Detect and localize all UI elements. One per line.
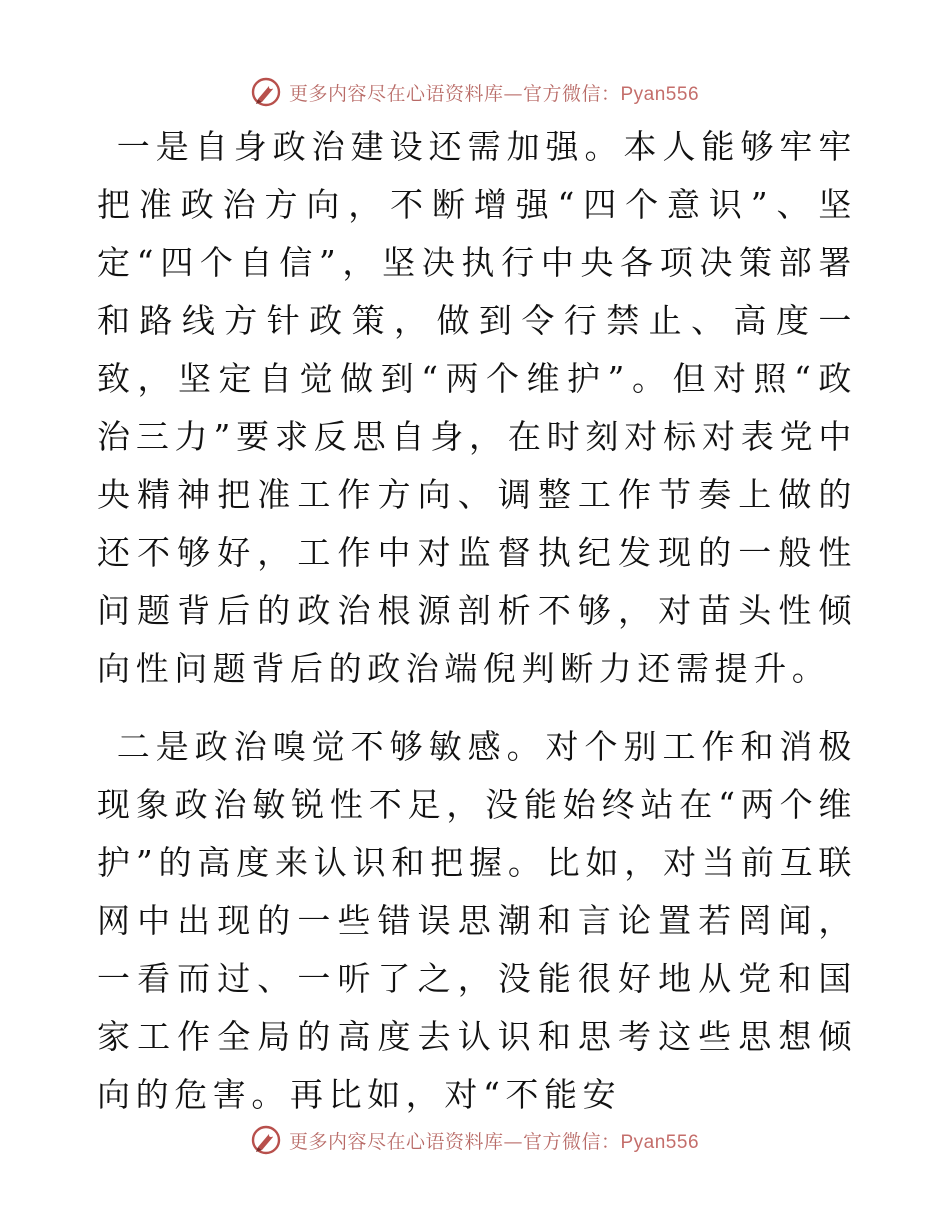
pen-logo-icon (251, 77, 281, 107)
paragraph-political-construction: 一是自身政治建设还需加强。本人能够牢牢把准政治方向，不断增强“四个意识”、坚定“四个自信”，坚决执行中央各项决策部署和路线方针政策，做到令行禁止、高度一致，坚定自觉做到“两个维护”。但对照“政治三力”要求反思自身，在时刻对标对表党中央精神把准工作方向、调整工作节奏上做的还不够好，工作中对监督执纪发现的一般性问题背后的政治根源剖析不够，对苗头性倾向性问题背后的政治端倪判断力还需提升。 (97, 127, 857, 688)
watermark-separator: — (503, 1130, 523, 1153)
paragraph-political-sensitivity: 二是政治嗅觉不够敏感。对个别工作和消极现象政治敏锐性不足，没能始终站在“两个维护”的高度来认识和把握。比如，对当前互联网中出现的一些错误思潮和言论置若罔闻，一看而过、一听了之，没能很好地从党和国家工作全局的高度去认识和思考这些思想倾向的危害。再比如，对“不能安 (97, 727, 857, 1114)
watermark-contact-id: Pyan556 (620, 1131, 700, 1153)
header-watermark (0, 70, 950, 114)
footer-watermark (0, 1118, 950, 1162)
watermark-contact-id: Pyan556 (620, 83, 700, 105)
watermark-main-text: 更多内容尽在心语资料库 (288, 82, 504, 105)
document-body (97, 118, 857, 1144)
watermark-text (289, 1127, 699, 1154)
watermark-separator: — (503, 82, 523, 105)
watermark-main-text: 更多内容尽在心语资料库 (288, 1130, 504, 1153)
watermark-contact-label: 官方微信： (522, 82, 621, 105)
watermark-text (289, 79, 699, 106)
watermark-contact-label: 官方微信： (522, 1130, 621, 1153)
pen-logo-icon (251, 1125, 281, 1155)
